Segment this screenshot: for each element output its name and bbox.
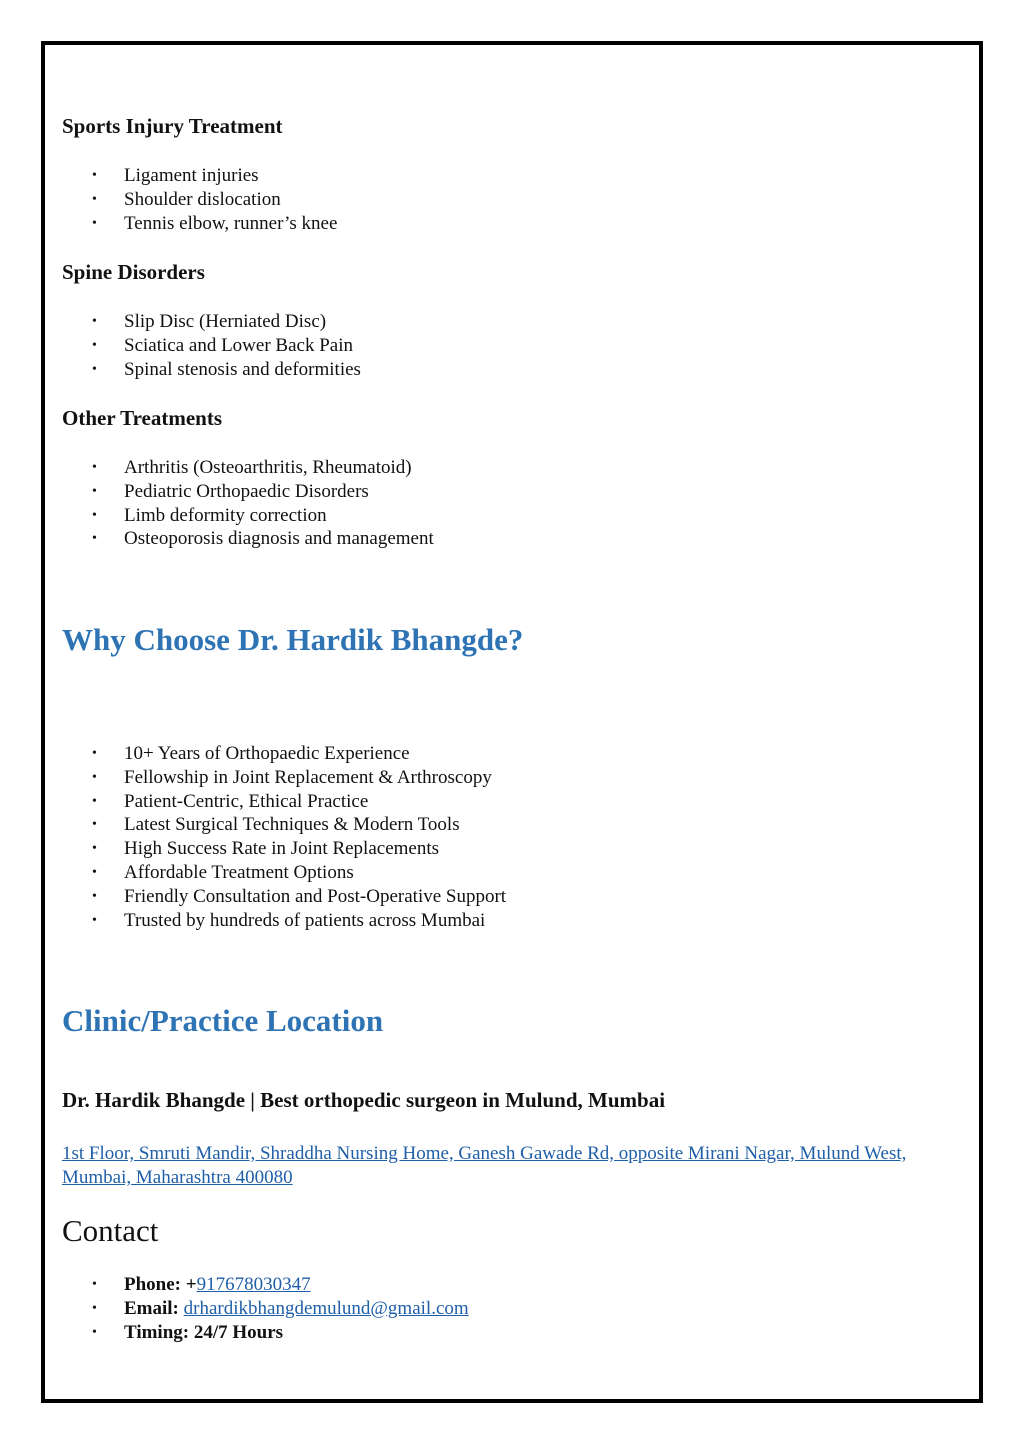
- other-treatments-heading: Other Treatments: [62, 406, 223, 430]
- bullet-icon: •: [92, 531, 97, 547]
- contact-email-item: [62, 1297, 469, 1321]
- bullet-icon: •: [92, 483, 97, 499]
- bullet-icon: •: [92, 864, 97, 880]
- bullet-icon: •: [92, 337, 97, 353]
- phone-link[interactable]: 917678030347: [196, 1274, 311, 1295]
- list-item: • Tennis elbow, runner’s knee: [92, 212, 338, 234]
- bullet-icon: •: [92, 460, 97, 475]
- list-item: • Shoulder dislocation: [92, 188, 281, 210]
- timing-value: 24/7 Hours: [193, 1321, 284, 1343]
- bullet-icon: •: [92, 912, 97, 928]
- bullet-icon: •: [92, 361, 97, 377]
- page-border: [41, 41, 983, 1403]
- bullet-icon: •: [92, 168, 97, 183]
- sports-injury-list: [62, 164, 337, 235]
- bullet-icon: •: [92, 1300, 97, 1316]
- list-item: • Affordable Treatment Options: [92, 861, 354, 883]
- list-item: • Friendly Consultation and Post-Operative Support: [92, 885, 507, 907]
- clinic-location-heading: Clinic/Practice Location: [62, 1003, 384, 1038]
- contact-heading: Contact: [62, 1213, 159, 1248]
- list-item: • Ligament injuries: [92, 165, 259, 186]
- list-item: • Latest Surgical Techniques & Modern Tools: [92, 814, 460, 836]
- contact-phone-item: [62, 1273, 469, 1297]
- bullet-icon: •: [92, 191, 97, 207]
- list-item: • Sciatica and Lower Back Pain: [92, 334, 353, 356]
- bullet-icon: •: [92, 314, 97, 329]
- bullet-icon: •: [92, 1324, 97, 1340]
- why-choose-heading: Why Choose Dr. Hardik Bhangde?: [62, 622, 524, 657]
- bullet-icon: •: [92, 817, 97, 833]
- contact-timing-item: [62, 1321, 469, 1345]
- list-item: • Fellowship in Joint Replacement & Arthroscopy: [92, 766, 492, 788]
- list-item: • Osteoporosis diagnosis and management: [92, 528, 434, 550]
- list-item: • Trusted by hundreds of patients across Mumbai: [92, 909, 486, 931]
- bullet-icon: •: [92, 841, 97, 857]
- clinic-address: [62, 1142, 942, 1190]
- list-item: • Patient-Centric, Ethical Practice: [92, 790, 369, 812]
- list-item: • High Success Rate in Joint Replacements: [92, 838, 440, 860]
- clinic-address-link[interactable]: 1st Floor, Smruti Mandir, Shraddha Nursing Home, Ganesh Gawade Rd, opposite Mirani Nagar, Mulund West, Mumbai, Maharashtra 400080: [62, 1143, 907, 1188]
- list-item: • Arthritis (Osteoarthritis, Rheumatoid): [92, 457, 412, 478]
- spine-disorders-list: [62, 310, 361, 381]
- bullet-icon: •: [92, 507, 97, 523]
- list-item: • Spinal stenosis and deformities: [92, 358, 361, 380]
- list-item: • 10+ Years of Orthopaedic Experience: [92, 743, 410, 764]
- sports-injury-heading: Sports Injury Treatment: [62, 114, 283, 138]
- list-item: • Limb deformity correction: [92, 504, 327, 526]
- bullet-icon: •: [92, 215, 97, 231]
- bullet-icon: •: [92, 746, 97, 761]
- list-item: • Pediatric Orthopaedic Disorders: [92, 480, 369, 502]
- other-treatments-list: [62, 456, 434, 551]
- timing-label: Timing:: [124, 1321, 190, 1343]
- bullet-icon: •: [92, 793, 97, 809]
- spine-disorders-heading: Spine Disorders: [62, 260, 205, 284]
- phone-prefix: +: [185, 1274, 197, 1295]
- bullet-icon: •: [92, 769, 97, 785]
- list-item: • Slip Disc (Herniated Disc): [92, 311, 327, 332]
- email-label: Email:: [124, 1297, 179, 1319]
- bullet-icon: •: [92, 888, 97, 904]
- clinic-name: Dr. Hardik Bhangde | Best orthopedic surgeon in Mulund, Mumbai: [62, 1088, 666, 1112]
- why-choose-list: [62, 742, 506, 932]
- contact-list: [62, 1273, 469, 1344]
- email-link[interactable]: drhardikbhangdemulund@gmail.com: [183, 1297, 469, 1319]
- bullet-icon: •: [92, 1277, 97, 1292]
- phone-label: Phone:: [124, 1274, 181, 1295]
